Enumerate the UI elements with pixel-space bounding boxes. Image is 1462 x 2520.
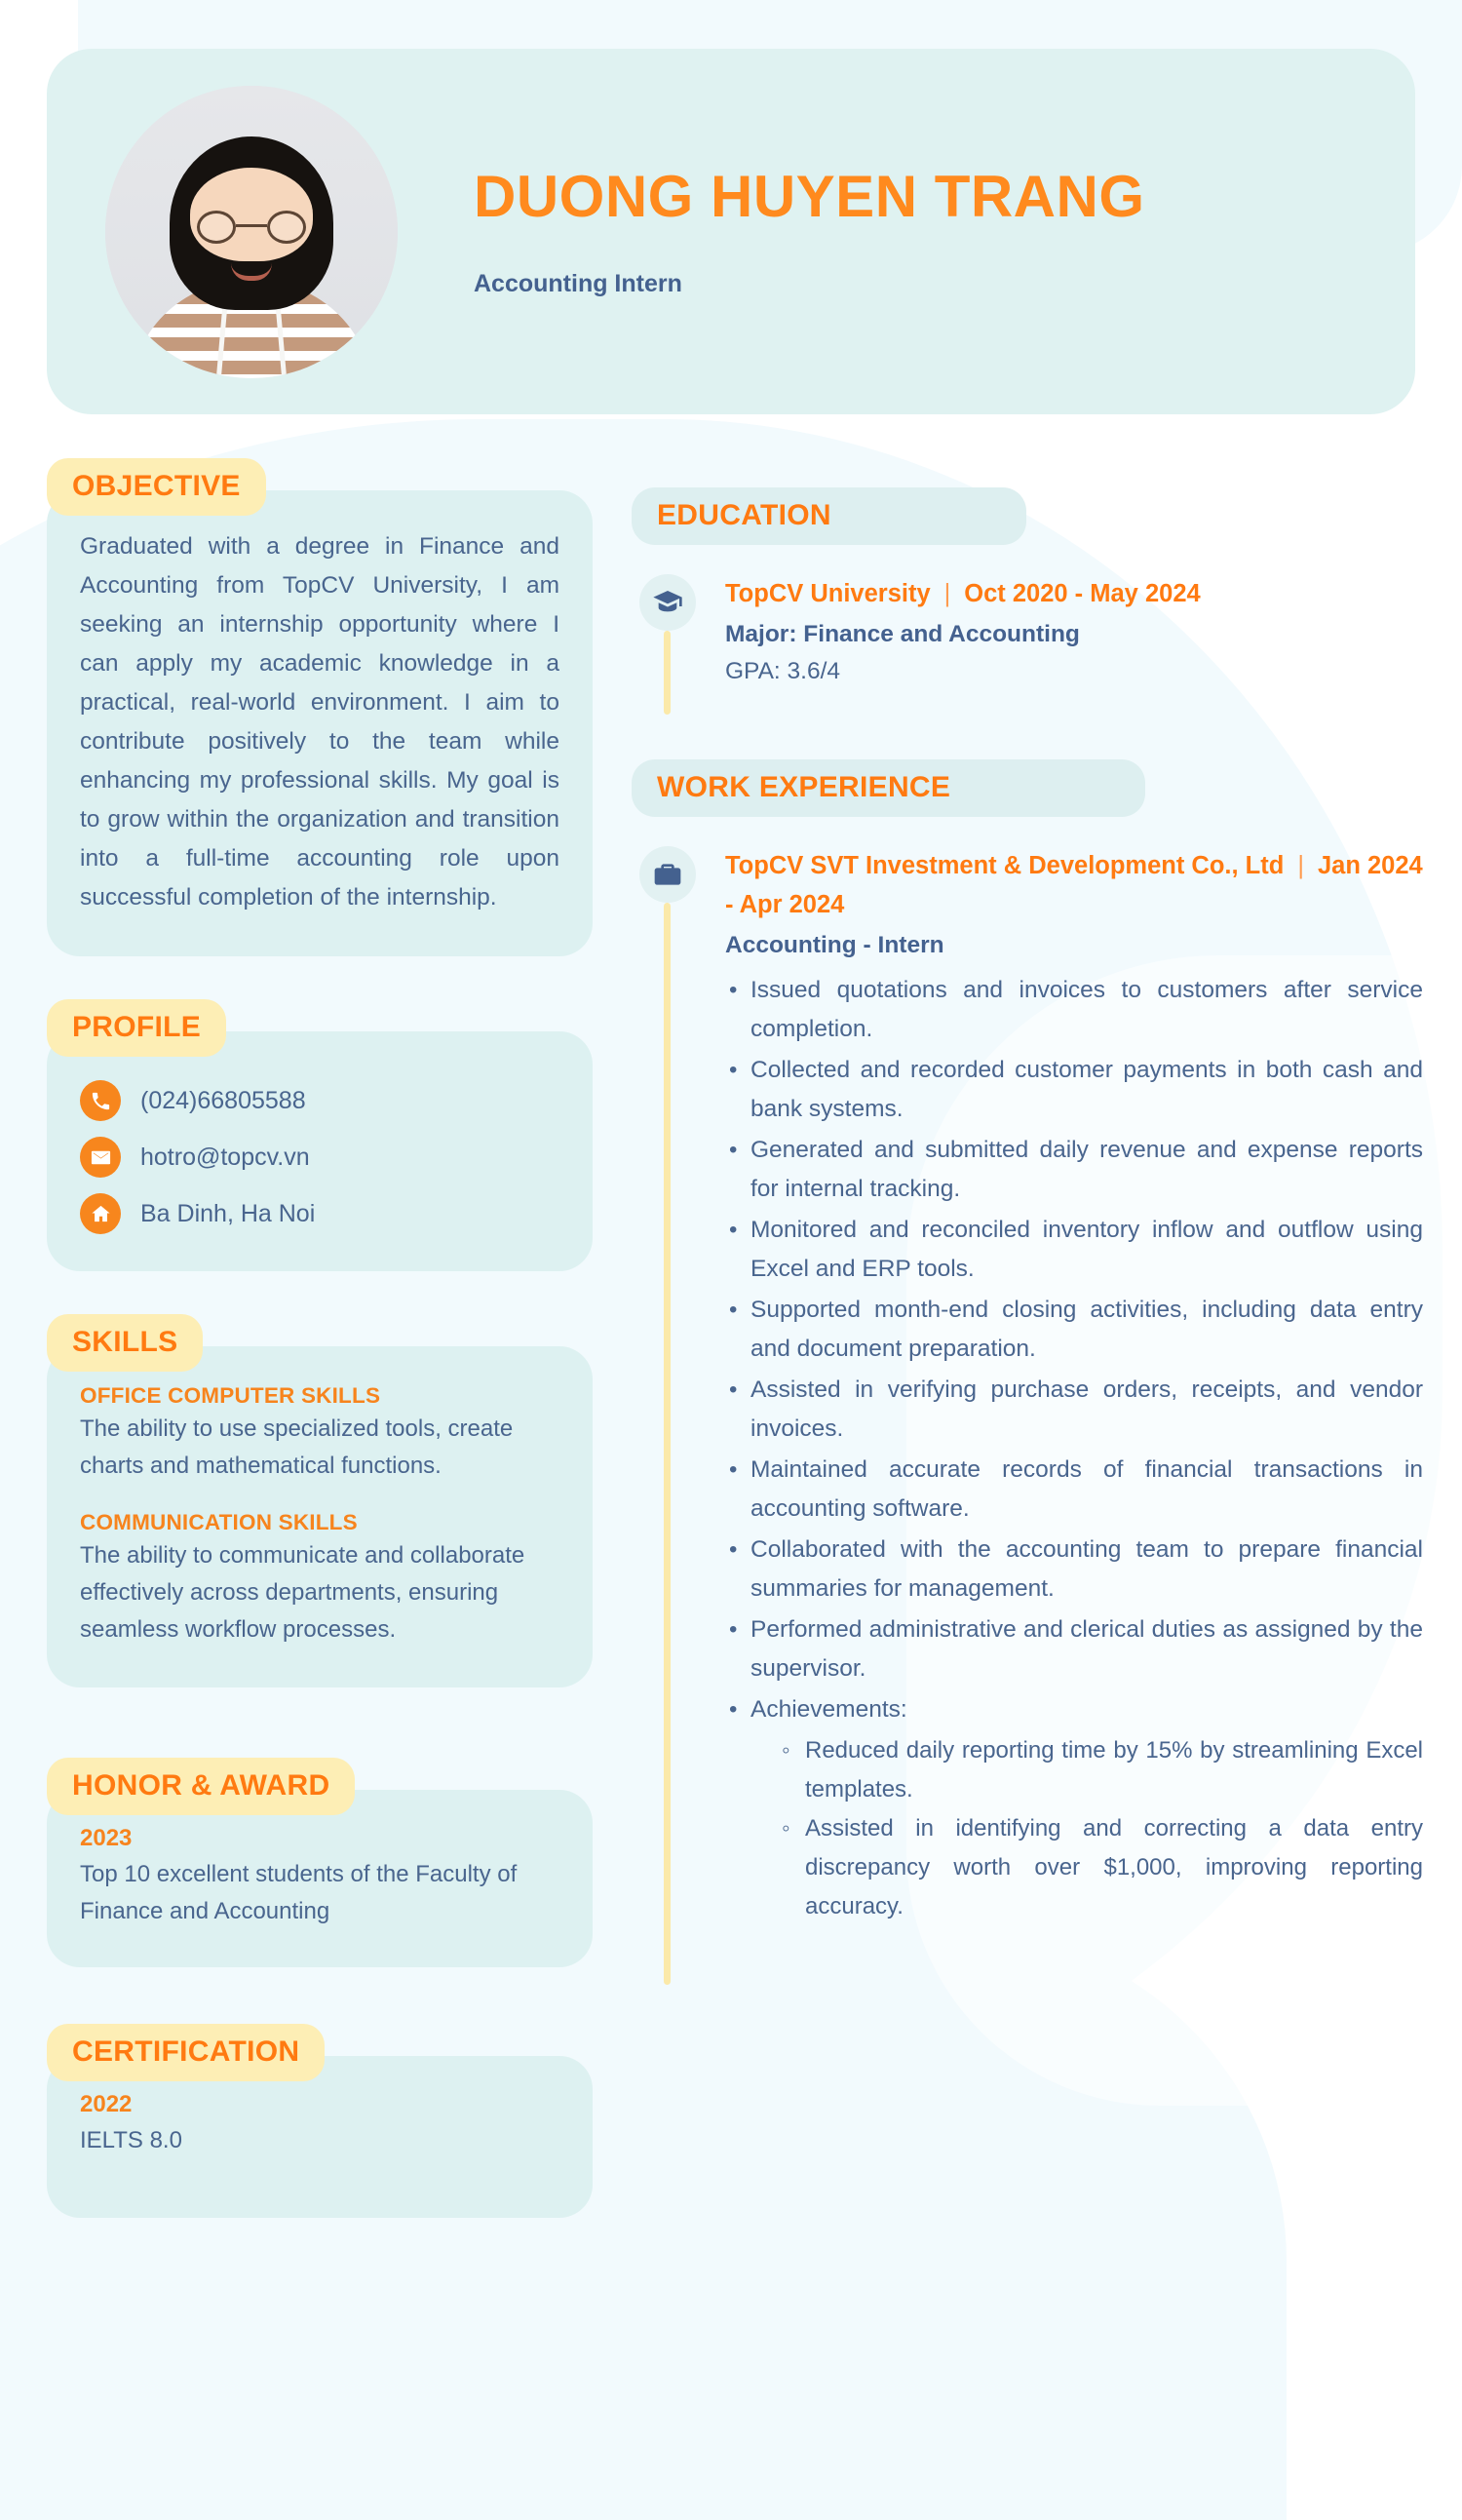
work-experience-dates: Jan 2024 - Apr 2024 bbox=[725, 852, 1423, 918]
achievement-item: ◦ Assisted in identifying and correcting a data entry discrepancy worth over $1,000, improving reporting accuracy. bbox=[780, 1809, 1423, 1926]
resume-header bbox=[47, 49, 1415, 414]
work-experience-bullet: • Generated and submitted daily revenue and expense reports for internal tracking. bbox=[725, 1131, 1423, 1209]
profile-card bbox=[47, 1031, 593, 1271]
section-profile bbox=[47, 999, 593, 1271]
education-gpa: GPA: 3.6/4 bbox=[725, 658, 841, 684]
briefcase-icon bbox=[639, 846, 696, 903]
avatar-glasses bbox=[197, 211, 306, 244]
job-title: Accounting Intern bbox=[474, 270, 682, 297]
contact-value-phone: (024)66805588 bbox=[140, 1086, 306, 1114]
work-experience-bullet: • Performed administrative and clerical duties as assigned by the supervisor. bbox=[725, 1610, 1423, 1688]
honor-award-card bbox=[47, 1790, 593, 1967]
section-education bbox=[632, 487, 1423, 685]
objective-text: Graduated with a degree in Finance and Accounting from TopCV University, I am seeking an internship opportunity where I can apply my academic knowledge in a practical, real-world environment. I aim to contribute positively to the team while enhancing my professional skills. My goal is to grow within the organization and transition into a full-time accounting role upon successful completion of the internship. bbox=[80, 533, 559, 911]
honor-award-year: 2023 bbox=[80, 1825, 133, 1851]
certification-year: 2022 bbox=[80, 2091, 133, 2117]
contact-value-email: hotro@topcv.vn bbox=[140, 1143, 310, 1171]
contact-list bbox=[80, 1080, 559, 1234]
skill-name: COMMUNICATION SKILLS bbox=[80, 1510, 358, 1534]
section-certification bbox=[47, 2024, 593, 2218]
home-icon bbox=[80, 1193, 121, 1234]
section-title-profile: PROFILE bbox=[47, 999, 226, 1057]
skill-item bbox=[80, 1383, 559, 1485]
work-experience-bullet-list bbox=[725, 971, 1423, 1729]
work-experience-bullet: • Supported month-end closing activities, including data entry and document preparation. bbox=[725, 1291, 1423, 1369]
education-dates: Oct 2020 - May 2024 bbox=[964, 580, 1201, 607]
work-experience-bullet: • Maintained accurate records of financial transactions in accounting software. bbox=[725, 1451, 1423, 1529]
work-experience-company: TopCV SVT Investment & Development Co., Ltd bbox=[725, 852, 1285, 879]
section-title-work-experience: WORK EXPERIENCE bbox=[632, 759, 1145, 817]
work-experience-timeline-line bbox=[664, 903, 671, 1985]
page-title: DUONG HUYEN TRANG bbox=[474, 164, 1145, 229]
work-experience-role: Accounting - Intern bbox=[725, 932, 944, 958]
section-title-objective: OBJECTIVE bbox=[47, 458, 266, 516]
education-header-line bbox=[725, 574, 1423, 613]
graduation-cap-icon bbox=[639, 574, 696, 631]
skills-card bbox=[47, 1346, 593, 1687]
contact-item-phone[interactable] bbox=[80, 1080, 559, 1121]
contact-item-email[interactable] bbox=[80, 1137, 559, 1178]
skill-description: The ability to communicate and collaborate effectively across departments, ensuring seamless workflow processes. bbox=[80, 1542, 525, 1643]
work-experience-separator: | bbox=[1297, 852, 1304, 879]
section-title-certification: CERTIFICATION bbox=[47, 2024, 325, 2081]
achievement-item: ◦ Reduced daily reporting time by 15% by streamlining Excel templates. bbox=[780, 1731, 1423, 1809]
avatar bbox=[105, 86, 398, 378]
section-title-education: EDUCATION bbox=[632, 487, 1026, 545]
work-experience-bullet: • Assisted in verifying purchase orders, receipts, and vendor invoices. bbox=[725, 1371, 1423, 1449]
contact-item-address[interactable] bbox=[80, 1193, 559, 1234]
skill-item bbox=[80, 1510, 559, 1648]
achievements-label: • Achievements: bbox=[725, 1690, 1423, 1729]
education-timeline-line bbox=[664, 631, 671, 715]
right-column bbox=[632, 487, 1423, 1926]
skill-description: The ability to use specialized tools, create charts and mathematical functions. bbox=[80, 1415, 514, 1479]
education-school: TopCV University bbox=[725, 580, 931, 607]
education-separator: | bbox=[943, 580, 951, 607]
skill-name: OFFICE COMPUTER SKILLS bbox=[80, 1383, 381, 1408]
work-experience-bullet: • Issued quotations and invoices to customers after service completion. bbox=[725, 971, 1423, 1049]
contact-value-address: Ba Dinh, Ha Noi bbox=[140, 1199, 316, 1227]
work-experience-header-line bbox=[725, 846, 1423, 924]
section-skills bbox=[47, 1314, 593, 1687]
certification-description: IELTS 8.0 bbox=[80, 2127, 182, 2153]
section-title-honor-award: HONOR & AWARD bbox=[47, 1758, 355, 1815]
achievements-list bbox=[780, 1731, 1423, 1926]
objective-card bbox=[47, 490, 593, 956]
phone-icon bbox=[80, 1080, 121, 1121]
section-work-experience bbox=[632, 759, 1423, 1926]
education-major: Major: Finance and Accounting bbox=[725, 621, 1080, 647]
email-icon bbox=[80, 1137, 121, 1178]
section-honor-award bbox=[47, 1758, 593, 1967]
left-column bbox=[47, 458, 593, 2218]
work-experience-bullet: • Collected and recorded customer payments in both cash and bank systems. bbox=[725, 1051, 1423, 1129]
section-title-skills: SKILLS bbox=[47, 1314, 203, 1372]
honor-award-description: Top 10 excellent students of the Faculty of Finance and Accounting bbox=[80, 1861, 518, 1924]
work-experience-bullet: • Collaborated with the accounting team to prepare financial summaries for management. bbox=[725, 1531, 1423, 1609]
education-entry bbox=[632, 574, 1423, 685]
work-experience-entry bbox=[632, 846, 1423, 1926]
section-objective bbox=[47, 458, 593, 956]
header-text-block bbox=[474, 165, 1145, 298]
work-experience-bullet: • Monitored and reconciled inventory inflow and outflow using Excel and ERP tools. bbox=[725, 1211, 1423, 1289]
